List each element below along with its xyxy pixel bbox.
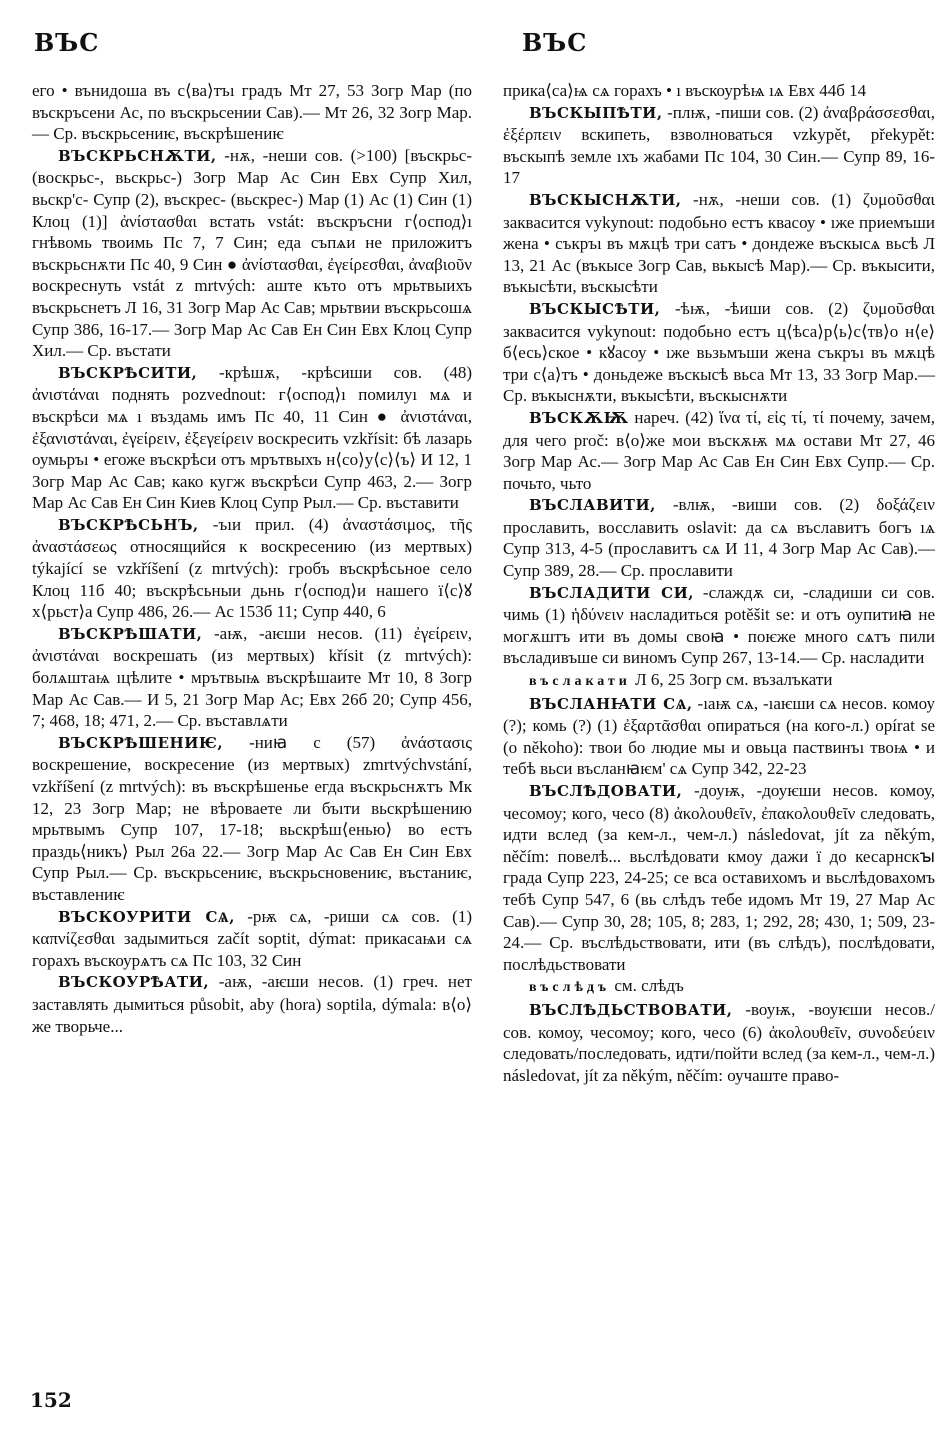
entry-body: -нѫ, -неши сов. (>100) [въскрьс- (воскрьс-, вьскрьс-) Зогр Мар Ас Син Евх Супр Хил, вьскр'с- Супр (2), въскрес- (вьскрес-) Мар (1) Ас (1) Син (1) Клоц (1)] ἀνίστασθαι встать vstát: въскръсни г⟨оспод⟩ı гнѣвомь твоимь Пс 7, 7 Син; еда съпѧи не приложитъ въскрьснѫти Пс 40, 9 Син ● ἀνίστασθαι, ἐγείρεσθαι, ἀναβιοῦν воскреснуть vstát z mrtvých: аште къто отъ мрьтвыихъ въскрьснетъ Л 16, 31 Зогр Мар Ас Сав; мрьтвии въскрьсошѧ Супр 386, 16-17.— Зогр Мар Ас Сав Ен Син Евх Клоц Супр Хил.— Ср. въстати xyxy=(32,145,472,361)
entry-body: см. слѣдъ xyxy=(610,976,684,996)
cross-reference-entry xyxy=(503,669,935,693)
dictionary-entry xyxy=(32,362,472,514)
headword: ВЪСЛАДИТИ СИ, xyxy=(529,583,695,602)
entry-body: -ниꙗ с (57) ἀνάστασις воскрешение, воскресение (из мертвых) zmrtvýchvstání, vzkříšení (z mrtvých): въ въскрѣшенье егда въскрьснѫтъ Мк 12, 23 Зогр Мар; не вѣроваете ли бъıти вьскрѣшению мрьтвымъ Супр 107, 17-18; вьскрѣш⟨енью⟩ во естъ праздь⟨никъ⟩ Рыл 26а 22.— Зогр Мар Ас Сав Ен Син Евх Супр Рыл.— Ср. въскрьсениѥ, въскрьсновениѥ, въстаниѥ, въставлениѥ xyxy=(32,732,472,904)
entry-continuation xyxy=(32,80,472,145)
entry-body: прика⟨са⟩ѩ сѧ горахъ • ı въскоурѣѩ ıѧ Евх 44б 14 xyxy=(503,81,867,100)
headword-spaced: въслѣдъ xyxy=(529,980,611,996)
headword: ВЪСЛАВИТИ, xyxy=(529,496,656,515)
headword: ВЪСКРѢСИТИ, xyxy=(58,363,198,382)
entry-body: -слаждѫ си, -сладиши си сов. чимь (1) ἡδύνειν насладиться potěšit se: и отъ оупитиꙗ не могѫштъ ити въ домы своꙗ • поѥже много сѧтъ пили въсладивъше си виномъ Супр 267, 13-14.— Ср. насладити xyxy=(503,582,935,668)
dictionary-entry xyxy=(503,494,935,581)
headword: ВЪСКЫПѢТИ, xyxy=(529,103,663,122)
entry-body: -ъıи прил. (4) ἀναστάσιμος, τῆς ἀναστάσεως относящийся к воскресению (из мертвых) týkající se vzkříšení (z mrtvých): гробъ въскрѣсьное село Клоц 11б 40; въскрѣсьныи дьнь г⟨оспод⟩и нашего ї⟨с⟩ꙋ х⟨рьст⟩а Супр 486, 26.— Ас 153б 11; Супр 440, 6 xyxy=(32,514,472,622)
headword: ВЪСКРЬСНѪТИ, xyxy=(58,146,217,165)
entry-body: нареч. (42) ἵνα τί, εἰς τί, τί почему, зачем, для чего proč: в⟨о⟩же мои въскѫѭ мѧ остави Мт 27, 46 Зогр Мар Ас.— Зогр Мар Ас Сав Ен Син Евх Супр.— Ср. почьто, чьто xyxy=(503,407,935,493)
dictionary-entry xyxy=(503,780,935,975)
cross-reference-entry xyxy=(503,975,935,999)
dictionary-entry xyxy=(503,298,935,407)
dictionary-entry xyxy=(32,623,472,732)
headword: ВЪСКЫСѢТИ, xyxy=(529,299,661,318)
dictionary-entry xyxy=(32,514,472,623)
dictionary-entry xyxy=(32,906,472,972)
entry-body: -ıаѭ сѧ, -ıаѥши сѧ несов. комоу (?); комь (?) (1) ἐξαρτᾶσθαι опираться (на кого-л.) opírat se (o někoho): твои бо людие мы и овьца паствинъı твоѩ • и тебѣ вьси въсланꙗѥм' сѧ Супр 342, 22-23 xyxy=(503,693,935,779)
dictionary-entry xyxy=(503,582,935,669)
entry-body: -нѫ, -неши сов. (1) ζυμοῦσθαι заквасится vykynout: подобьно естъ квасоу • ıже приемъши жена • съкръı въ мѫцѣ три сатъ • дондеже въскысѧ вьсѣ Л 13, 21 Ас (въкысе Зогр Сав, вькысѣ Мар).— Ср. въкысити, въкысѣти, въскысѣти xyxy=(503,189,935,297)
entry-body: -ѣѭ, -ѣиши сов. (2) ζυμοῦσθαι заквасится vykynout: подобьно естъ ц⟨ѣса⟩р⟨ь⟩с⟨тв⟩о н⟨е⟩б⟨есь⟩ское • кꙋасоу • ıже вьзьмъши жена съкръı въ мѫцѣ три с⟨а⟩тъ • доньдеже въскысѣ вьса Мт 13, 33 Зогр Мар.— Ср. въкыснѫти, въкысѣти, въскыснѫти xyxy=(503,298,935,406)
entry-body: его • вънидоша въ с⟨ва⟩тъı градъ Мт 27, 53 Зогр Мар (по въскръсени Ас, по въскрьсении Сав).— Мт 26, 32 Зогр Мар.— Ср. въскрьсениѥ, въскрѣшениѥ xyxy=(32,81,472,144)
headword: ВЪСКРѢШАТИ, xyxy=(58,624,203,643)
entry-body: -доуѭ, -доуѥши несов. комоу, чесомоу; кого, чесо (8) ἀκολουθεῖν, ἐπακολουθεῖν следовать, идти вслед (за кем-л., чем-л.) následovat, jít za někým, něčím: повелѣ... вьслѣдовати кмоу дажи ї до кесарнскꙑ града Супр 223, 24-25; се вса оставихомъ и вьслѣдовахомъ тебѣ Супр 547, 6 (вь слѣдъ тебе идомъ Мт 19, 27 Мар Ас Сав).— Супр 30, 28; 105, 8; 283, 1; 292, 28; 430, 1; 509, 23-24.— Ср. въслѣдьствовати, ити (въ слѣдъ), послѣдовати, послѣдьствовати xyxy=(503,781,935,974)
headword: ВЪСЛѢДЬСТВОВАТИ, xyxy=(529,1000,733,1019)
headword: ВЪСКРѢСЬНЪ, xyxy=(58,515,199,534)
dictionary-entry xyxy=(503,407,935,494)
entry-continuation xyxy=(503,80,935,102)
entry-body: Л 6, 25 Зогр см. възалъкати xyxy=(630,670,833,690)
right-column xyxy=(503,80,935,1086)
entry-body: -аѭ, -аѥши несов. (11) ἐγείρειν, ἀνιστάναι воскрешать (из мертвых) křísit (z mrtvých): болѧштаѩ ıцѣлите • мрътвыѩ въскрѣшаите Мт 10, 8 Зогр Мар Ас Сав.— И 5, 21 Зогр Мар Ас; Евх 26б 20; Супр 456, 7; 468, 18; 471, 2.— Ср. въставлѧти xyxy=(32,623,472,731)
dictionary-entry xyxy=(503,102,935,189)
running-head-right: ВЪС xyxy=(522,28,588,57)
left-column xyxy=(32,80,472,1037)
dictionary-entry xyxy=(32,971,472,1037)
headword: ВЪСКОУРѢАТИ, xyxy=(58,973,210,992)
page-number: 152 xyxy=(30,1388,72,1412)
headword: ВЪСЛАНꙖТИ СѦ, xyxy=(529,694,693,713)
dictionary-entry xyxy=(503,999,935,1086)
entry-body: -плѭ, -пиши сов. (2) ἀναβράσσεσθαι, ἐξέρπειν вскипеть, взволноваться vzkypět, překypět: въскыпѣ земле ıхъ жабами Пс 104, 30 Син.— Супр 89, 16-17 xyxy=(503,102,935,188)
entry-body: -воуѭ, -воуѥши несов./сов. комоу, чесомоу; кого, чесо (6) ἀκολουθεῖν, συνοδεύειν следовать/последовать, идти/пойти вслед (за кем-л., чем-л.) následovat, jít za někým, něčím: оучаште право- xyxy=(503,999,935,1085)
dictionary-entry xyxy=(32,732,472,906)
dictionary-entry xyxy=(503,693,935,780)
entry-body: -влѭ, -виши сов. (2) δοξάζειν прославить, восславить oslavit: да сѧ въславитъ богъ ıѧ Супр 313, 4-5 (прославитъ сѧ И 11, 4 Зогр Мар Ас Сав).— Супр 389, 28.— Ср. прославити xyxy=(503,495,935,581)
headword: ВЪСЛѢДОВАТИ, xyxy=(529,782,683,800)
headword: ВЪСКѪѬ xyxy=(529,408,629,427)
headword-spaced: въслакати xyxy=(529,674,631,690)
entry-body: -рѭ сѧ, -риши сѧ сов. (1) καπνίζεσθαι задымиться začít soptit, dýmat: прикасаѩи сѧ горахъ въскоурѧтъ сѧ Пс 103, 32 Син xyxy=(32,906,472,970)
dictionary-entry xyxy=(32,145,472,362)
entry-body: -аѭ, -аѥши несов. (1) греч. нет заставлять дымиться působit, aby (hora) soptila, dýmala: в⟨о⟩же творьче... xyxy=(32,972,472,1036)
entry-body: -крѣшѫ, -крѣсиши сов. (48) ἀνιστάναι поднять pozvednout: г⟨оспод⟩ı помилуı мѧ и въскрѣси мѧ ı въздамь имъ Пс 40, 11 Син ● ἀνιστάναι, ἐξανιστάναι, ἐγείρειν, ἐξεγείρειν воскресить vzkřísit: бѣ лазарь оумьръı • егоже въскрѣси отъ мрътвыхъ н⟨со⟩у⟨с⟩⟨ъ⟩ И 12, 1 Зогр Мар Ас Сав; како кугж въскрѣси Супр 463, 2.— Зогр Мар Ас Сав Ен Син Киев Клоц Супр Рыл.— Ср. въставити xyxy=(32,362,472,513)
headword: ВЪСКРѢШЕНИѤ, xyxy=(58,733,224,752)
headword: ВЪСКОУРИТИ СѦ, xyxy=(58,907,235,926)
headword: ВЪСКЫСНѪТИ, xyxy=(529,190,682,209)
dictionary-entry xyxy=(503,189,935,298)
running-head-left: ВЪС xyxy=(34,28,100,57)
